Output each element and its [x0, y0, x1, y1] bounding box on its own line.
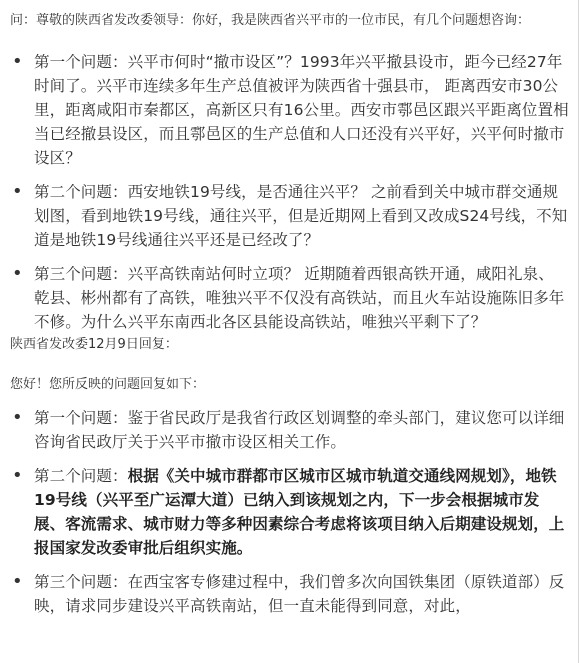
- question-text: 第一个问题：兴平市何时“撤市设区”？1993年兴平撤县设市，距今已经27年时间了。兴平市连续多年生产总值被评为陕西省十强县市， 距离西安市30公里，距离咸阳市秦都区，高新区只有16公里。西安市鄠邑区跟兴平距离位置相当已经撤县设区，而且鄠邑区的生产总值和人口还没有兴平好，兴平何时撤市设区？: [34, 53, 569, 167]
- list-item: [10, 570, 569, 618]
- reply-prefix: 第一个问题：: [34, 409, 128, 427]
- reply-list: [0, 406, 579, 618]
- reply-bold-text: 根据《关中城市群都市区城市区城市轨道交通线网规划》，地铁19号线（兴平至广运潭大道）已纳入到该规划之内，下一步会根据城市发展、客流需求、城市财力等多种因素综合考虑将该项目纳入后期建设规划，上报国家发改委审批后组织实施。: [34, 467, 565, 557]
- list-item: [10, 180, 569, 252]
- question-text: 第二个问题：西安地铁19号线，是否通往兴平？ 之前看到关中城市群交通规划图，看到地铁19号线，通往兴平，但是近期网上看到又改成S24号线，不知道是地铁19号线通往兴平还是已经改了？: [34, 183, 568, 249]
- bullet-icon: •: [12, 465, 23, 486]
- list-item: [10, 464, 569, 560]
- list-item: [10, 50, 569, 170]
- question-list: [0, 50, 579, 334]
- bullet-icon: •: [12, 571, 23, 592]
- bullet-icon: •: [12, 181, 23, 202]
- reply-header: 陕西省发改委12月9日回复：: [10, 337, 178, 352]
- question-intro: 问：尊敬的陕西省发改委领导：你好，我是陕西省兴平市的一位市民，有几个问题想咨询：: [10, 13, 531, 28]
- spacer: [0, 32, 579, 50]
- list-item: [10, 406, 569, 454]
- bullet-icon: •: [12, 407, 23, 428]
- spacer: [0, 356, 579, 374]
- reply-text: 在西宝客专修建过程中，我们曾多次向国铁集团（原铁道部）反映，请求同步建设兴平高铁南站，但一直未能得到同意，对此，: [34, 573, 565, 615]
- list-item: [10, 262, 569, 334]
- question-text: 第三个问题：兴平高铁南站何时立项？ 近期随着西银高铁开通，咸阳礼泉、乾县、彬州都有了高铁，唯独兴平不仅没有高铁站，而且火车站设施陈旧多年不修。为什么兴平东南西北各区县能设高铁站，唯独兴平剩下了？: [34, 265, 565, 331]
- reply-text: 鉴于省民政厅是我省行政区划调整的牵头部门，建议您可以详细咨询省民政厅关于兴平市撤市设区相关工作。: [34, 409, 565, 451]
- reply-intro: 您好！您所反映的问题回复如下：: [10, 377, 206, 392]
- bullet-icon: •: [12, 263, 23, 284]
- bullet-icon: •: [12, 51, 23, 72]
- reply-prefix: 第三个问题：: [34, 573, 128, 591]
- reply-prefix: 第二个问题：: [34, 467, 128, 485]
